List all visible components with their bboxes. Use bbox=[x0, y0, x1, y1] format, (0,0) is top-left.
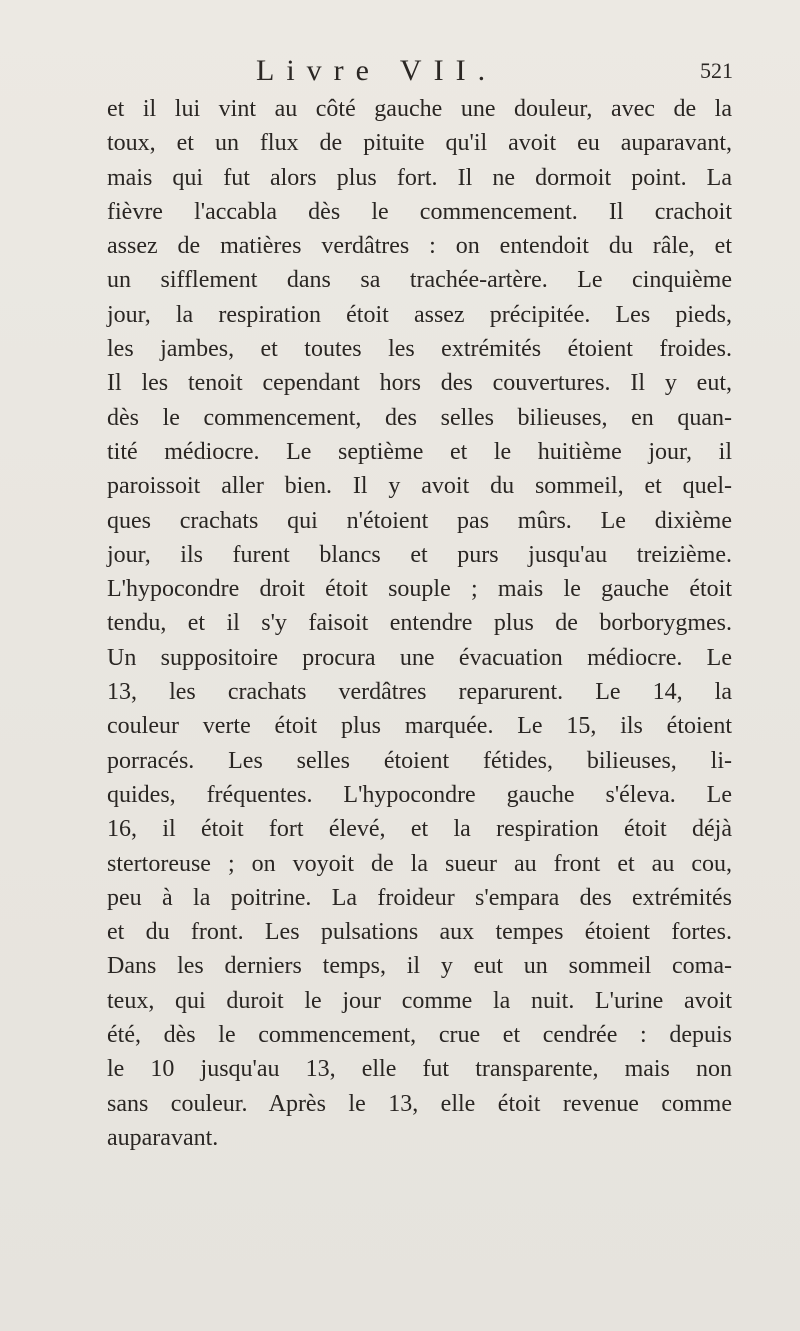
text-line: sans couleur. Après le 13, elle étoit revenue comme bbox=[107, 1090, 732, 1117]
text-line: été, dès le commencement, crue et cendrée : depuis bbox=[107, 1022, 732, 1049]
text-line: Il les tenoit cependant hors des couvertures. Il y eut, bbox=[107, 370, 732, 397]
text-line: Un suppositoire procura une évacuation médiocre. Le bbox=[107, 644, 732, 671]
page-header bbox=[0, 54, 800, 94]
text-line: quides, fréquentes. L'hypocondre gauche s'éleva. Le bbox=[107, 781, 732, 808]
text-line: Dans les derniers temps, il y eut un sommeil coma- bbox=[107, 953, 732, 980]
text-line: mais qui fut alors plus fort. Il ne dormoit point. La bbox=[107, 164, 732, 191]
text-line: le 10 jusqu'au 13, elle fut transparente, mais non bbox=[107, 1056, 732, 1083]
text-line: couleur verte étoit plus marquée. Le 15, ils étoient bbox=[107, 713, 732, 740]
text-line: peu à la poitrine. La froideur s'empara des extrémités bbox=[107, 884, 732, 911]
text-line: un sifflement dans sa trachée-artère. Le cinquième bbox=[107, 267, 732, 294]
text-line: teux, qui duroit le jour comme la nuit. L'urine avoit bbox=[107, 987, 732, 1014]
body-text bbox=[107, 92, 732, 1155]
text-line: les jambes, et toutes les extrémités étoient froides. bbox=[107, 336, 732, 363]
text-line: et du front. Les pulsations aux tempes étoient fortes. bbox=[107, 919, 732, 946]
text-line: ques crachats qui n'étoient pas mûrs. Le dixième bbox=[107, 507, 732, 534]
text-line: tendu, et il s'y faisoit entendre plus de borborygmes. bbox=[107, 610, 732, 637]
running-title: Livre VII. bbox=[256, 54, 498, 87]
text-line-last: auparavant. bbox=[107, 1124, 219, 1151]
text-line: porracés. Les selles étoient fétides, bilieuses, li- bbox=[107, 747, 732, 774]
text-line: tité médiocre. Le septième et le huitième jour, il bbox=[107, 438, 732, 465]
text-line: L'hypocondre droit étoit souple ; mais le gauche étoit bbox=[107, 576, 732, 603]
text-line: dès le commencement, des selles bilieuses, en quan- bbox=[107, 404, 732, 431]
text-line: et il lui vint au côté gauche une douleur, avec de la bbox=[107, 96, 732, 122]
text-line: stertoreuse ; on voyoit de la sueur au front et au cou, bbox=[107, 850, 732, 877]
text-line: fièvre l'accabla dès le commencement. Il crachoit bbox=[107, 198, 732, 225]
text-line: assez de matières verdâtres : on entendoit du râle, et bbox=[107, 233, 732, 260]
text-line: 16, il étoit fort élevé, et la respiration étoit déjà bbox=[107, 816, 732, 843]
text-line: jour, ils furent blancs et purs jusqu'au treizième. bbox=[107, 541, 732, 568]
text-line: jour, la respiration étoit assez précipitée. Les pieds, bbox=[107, 301, 732, 328]
text-line: toux, et un flux de pituite qu'il avoit eu auparavant, bbox=[107, 130, 732, 157]
text-line: paroissoit aller bien. Il y avoit du sommeil, et quel- bbox=[107, 473, 732, 500]
text-line: 13, les crachats verdâtres reparurent. Le 14, la bbox=[107, 679, 732, 706]
page-number: 521 bbox=[700, 58, 733, 83]
